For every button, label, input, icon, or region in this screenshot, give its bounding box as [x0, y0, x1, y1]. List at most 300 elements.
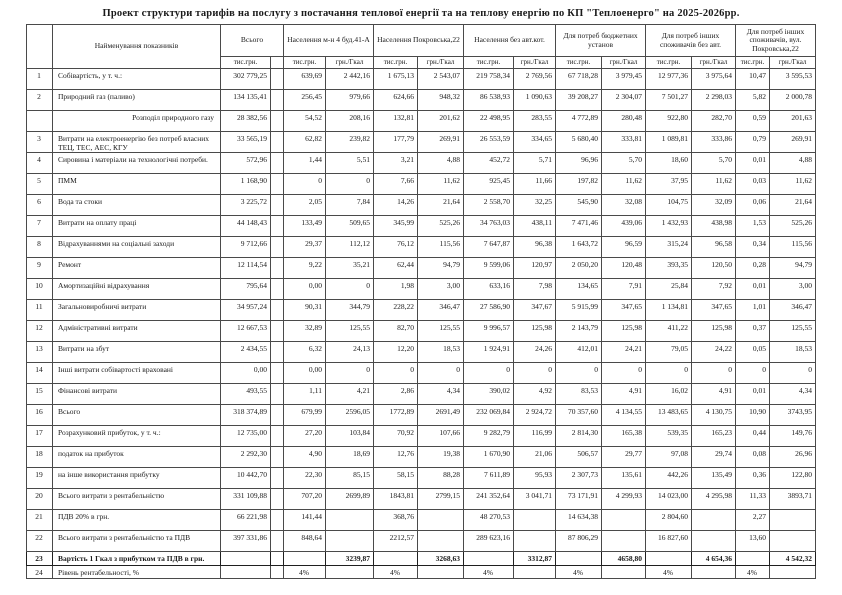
value-cell: 4,88	[770, 153, 816, 174]
value-cell: 165,38	[602, 426, 646, 447]
value-cell	[271, 111, 284, 132]
value-cell: 948,32	[418, 90, 464, 111]
value-cell: 509,65	[326, 216, 374, 237]
value-cell: 11,62	[602, 174, 646, 195]
table-row	[27, 258, 816, 279]
value-cell: 135,49	[692, 468, 736, 489]
value-cell: 120,50	[692, 258, 736, 279]
value-cell	[271, 216, 284, 237]
unit-header: тис.грн.	[221, 57, 271, 69]
table-row	[27, 426, 816, 447]
unit-header: тис.грн.	[736, 57, 770, 69]
value-cell	[374, 552, 418, 566]
value-cell: 0,08	[736, 447, 770, 468]
row-label: Собівартість, у т. ч.:	[53, 69, 221, 90]
value-cell: 103,84	[326, 426, 374, 447]
value-cell: 120,97	[514, 258, 556, 279]
value-cell: 0	[514, 363, 556, 384]
value-cell: 0,01	[736, 279, 770, 300]
value-cell: 344,79	[326, 300, 374, 321]
value-cell: 2 143,79	[556, 321, 602, 342]
value-cell	[284, 552, 326, 566]
col-header-group-6: Для потреб інших споживачів, вул. Покровська,22	[736, 25, 816, 57]
value-cell: 289 623,16	[464, 531, 514, 552]
value-cell: 85,15	[326, 468, 374, 489]
value-cell: 2 307,73	[556, 468, 602, 489]
value-cell	[271, 132, 284, 153]
value-cell: 24,21	[602, 342, 646, 363]
row-number: 23	[27, 552, 53, 566]
value-cell: 0,03	[736, 174, 770, 195]
value-cell: 141,44	[284, 510, 326, 531]
row-label: Адміністративні витрати	[53, 321, 221, 342]
value-cell: 2 543,07	[418, 69, 464, 90]
table-row	[27, 489, 816, 510]
value-cell: 14 634,38	[556, 510, 602, 531]
value-cell: 70 357,60	[556, 405, 602, 426]
value-cell	[271, 300, 284, 321]
value-cell: 133,49	[284, 216, 326, 237]
row-number: 24	[27, 566, 53, 579]
row-number: 10	[27, 279, 53, 300]
value-cell: 525,26	[418, 216, 464, 237]
value-cell	[418, 566, 464, 579]
value-cell: 3312,87	[514, 552, 556, 566]
value-cell: 18,60	[646, 153, 692, 174]
value-cell: 0,05	[736, 342, 770, 363]
value-cell: 1,44	[284, 153, 326, 174]
tariff-table	[26, 24, 816, 579]
value-cell: 94,79	[418, 258, 464, 279]
row-label: податок на прибуток	[53, 447, 221, 468]
value-cell: 5 915,99	[556, 300, 602, 321]
value-cell: 97,08	[646, 447, 692, 468]
value-cell: 18,69	[326, 447, 374, 468]
value-cell: 5,51	[326, 153, 374, 174]
value-cell	[770, 566, 816, 579]
value-cell: 707,20	[284, 489, 326, 510]
value-cell: 70,92	[374, 426, 418, 447]
row-number: 19	[27, 468, 53, 489]
row-number: 13	[27, 342, 53, 363]
value-cell: 4,21	[326, 384, 374, 405]
value-cell	[221, 566, 271, 579]
value-cell	[602, 510, 646, 531]
value-cell: 979,66	[326, 90, 374, 111]
value-cell: 5,70	[692, 153, 736, 174]
value-cell: 13,60	[736, 531, 770, 552]
value-cell: 239,82	[326, 132, 374, 153]
value-cell: 39 208,27	[556, 90, 602, 111]
row-label: ПДВ 20% в грн.	[53, 510, 221, 531]
row-number: 16	[27, 405, 53, 426]
unit-header: грн./Гкал	[326, 57, 374, 69]
value-cell: 2 769,56	[514, 69, 556, 90]
value-cell: 96,59	[602, 237, 646, 258]
value-cell: 14 023,00	[646, 489, 692, 510]
value-cell: 633,16	[464, 279, 514, 300]
value-cell: 3,21	[374, 153, 418, 174]
value-cell: 4%	[736, 566, 770, 579]
row-label: Всього витрати з рентабельністю	[53, 489, 221, 510]
value-cell: 62,82	[284, 132, 326, 153]
value-cell: 34 957,24	[221, 300, 271, 321]
value-cell	[770, 510, 816, 531]
value-cell: 4%	[646, 566, 692, 579]
value-cell	[418, 531, 464, 552]
value-cell: 3,00	[770, 279, 816, 300]
value-cell: 318 374,89	[221, 405, 271, 426]
value-cell: 4,91	[602, 384, 646, 405]
value-cell: 1 090,63	[514, 90, 556, 111]
value-cell: 269,91	[770, 132, 816, 153]
table-row	[27, 69, 816, 90]
value-cell: 79,05	[646, 342, 692, 363]
value-cell: 0,37	[736, 321, 770, 342]
unit-header: грн./Гкал	[514, 57, 556, 69]
value-cell: 1 089,81	[646, 132, 692, 153]
value-cell	[271, 489, 284, 510]
value-cell	[271, 90, 284, 111]
unit-header: грн./Гкал	[418, 57, 464, 69]
value-cell: 2,05	[284, 195, 326, 216]
value-cell: 1772,89	[374, 405, 418, 426]
value-cell: 134 135,41	[221, 90, 271, 111]
row-number: 3	[27, 132, 53, 153]
value-cell: 34 763,03	[464, 216, 514, 237]
value-cell: 0,59	[736, 111, 770, 132]
value-cell: 7 611,89	[464, 468, 514, 489]
unit-header: тис.грн.	[646, 57, 692, 69]
value-cell: 208,16	[326, 111, 374, 132]
value-cell: 345,99	[374, 216, 418, 237]
value-cell: 120,48	[602, 258, 646, 279]
value-cell: 2 292,30	[221, 447, 271, 468]
row-label: Витрати на електроенергію без потреб власних ТЕЦ, ТЕС, АЕС, КГУ	[53, 132, 221, 153]
value-cell: 4,91	[692, 384, 736, 405]
value-cell: 73 171,91	[556, 489, 602, 510]
value-cell: 122,80	[770, 468, 816, 489]
value-cell: 0,00	[221, 363, 271, 384]
value-cell: 107,66	[418, 426, 464, 447]
value-cell: 87 806,29	[556, 531, 602, 552]
value-cell: 2 298,03	[692, 90, 736, 111]
value-cell	[271, 237, 284, 258]
value-cell: 104,75	[646, 195, 692, 216]
value-cell: 12,76	[374, 447, 418, 468]
value-cell: 18,53	[770, 342, 816, 363]
row-number: 21	[27, 510, 53, 531]
unit-header: грн./Гкал	[602, 57, 646, 69]
value-cell	[602, 566, 646, 579]
value-cell: 925,45	[464, 174, 514, 195]
value-cell	[692, 531, 736, 552]
value-cell: 0	[556, 363, 602, 384]
table-row	[27, 195, 816, 216]
value-cell: 26 553,59	[464, 132, 514, 153]
value-cell: 346,47	[770, 300, 816, 321]
value-cell: 7,91	[602, 279, 646, 300]
value-cell: 0	[418, 363, 464, 384]
table-row	[27, 405, 816, 426]
value-cell: 7 501,27	[646, 90, 692, 111]
value-cell: 0	[646, 363, 692, 384]
value-cell: 12 977,36	[646, 69, 692, 90]
row-number: 5	[27, 174, 53, 195]
value-cell	[556, 552, 602, 566]
row-label: Всього витрати з рентабельністю та ПДВ	[53, 531, 221, 552]
table-row	[27, 342, 816, 363]
unit-header: грн./Гкал	[692, 57, 736, 69]
value-cell: 3 225,72	[221, 195, 271, 216]
value-cell: 29,77	[602, 447, 646, 468]
row-label: Сировина і матеріали на технологічні потреби.	[53, 153, 221, 174]
value-cell: 125,98	[692, 321, 736, 342]
value-cell: 0,34	[736, 237, 770, 258]
value-cell	[271, 321, 284, 342]
value-cell: 1 432,93	[646, 216, 692, 237]
value-cell: 0	[770, 363, 816, 384]
value-cell: 125,98	[602, 321, 646, 342]
value-cell: 12 735,00	[221, 426, 271, 447]
value-cell: 66 221,98	[221, 510, 271, 531]
value-cell: 493,55	[221, 384, 271, 405]
value-cell: 62,44	[374, 258, 418, 279]
table-row	[27, 216, 816, 237]
value-cell: 11,62	[418, 174, 464, 195]
col-header-group-1: Населення м-н 4 буд.41-А	[284, 25, 374, 57]
value-cell: 4%	[374, 566, 418, 579]
row-number: 11	[27, 300, 53, 321]
value-cell: 0	[736, 363, 770, 384]
value-cell: 390,02	[464, 384, 514, 405]
value-cell: 125,55	[326, 321, 374, 342]
value-cell: 2,27	[736, 510, 770, 531]
value-cell	[770, 531, 816, 552]
value-cell	[692, 510, 736, 531]
value-cell	[271, 531, 284, 552]
value-cell: 32,09	[692, 195, 736, 216]
value-cell: 37,95	[646, 174, 692, 195]
value-cell: 2691,49	[418, 405, 464, 426]
value-cell: 0	[374, 363, 418, 384]
value-cell: 411,22	[646, 321, 692, 342]
value-cell: 35,21	[326, 258, 374, 279]
value-cell: 452,72	[464, 153, 514, 174]
value-cell	[326, 531, 374, 552]
value-cell: 0,06	[736, 195, 770, 216]
unit-header: грн./Гкал	[770, 57, 816, 69]
value-cell: 1 670,90	[464, 447, 514, 468]
value-cell	[271, 258, 284, 279]
value-cell: 442,26	[646, 468, 692, 489]
value-cell: 21,06	[514, 447, 556, 468]
value-cell: 2 434,55	[221, 342, 271, 363]
value-cell: 12 114,54	[221, 258, 271, 279]
value-cell: 27,20	[284, 426, 326, 447]
value-cell: 28 382,56	[221, 111, 271, 132]
header-row-groups	[27, 25, 816, 57]
value-cell	[418, 510, 464, 531]
value-cell: 333,86	[692, 132, 736, 153]
value-cell: 7,98	[514, 279, 556, 300]
value-cell: 346,47	[418, 300, 464, 321]
value-cell: 1 643,72	[556, 237, 602, 258]
value-cell: 438,98	[692, 216, 736, 237]
unit-header: тис.грн.	[284, 57, 326, 69]
row-number: 14	[27, 363, 53, 384]
value-cell: 0	[692, 363, 736, 384]
value-cell: 412,01	[556, 342, 602, 363]
col-header-group-5: Для потреб інших споживачів без авт.	[646, 25, 736, 57]
value-cell: 4,34	[418, 384, 464, 405]
value-cell: 3,00	[418, 279, 464, 300]
value-cell: 333,81	[602, 132, 646, 153]
value-cell: 125,55	[418, 321, 464, 342]
value-cell	[271, 153, 284, 174]
value-cell	[464, 552, 514, 566]
table-row	[27, 447, 816, 468]
value-cell: 25,84	[646, 279, 692, 300]
value-cell: 76,12	[374, 237, 418, 258]
value-cell: 7 647,87	[464, 237, 514, 258]
row-label: Амортизаційні відрахування	[53, 279, 221, 300]
value-cell: 2 000,78	[770, 90, 816, 111]
value-cell: 347,65	[692, 300, 736, 321]
value-cell: 0	[326, 363, 374, 384]
table-row	[27, 111, 816, 132]
row-number	[27, 111, 53, 132]
value-cell: 1 675,13	[374, 69, 418, 90]
value-cell: 11,33	[736, 489, 770, 510]
row-label: Рівень рентабельності, %	[53, 566, 221, 579]
value-cell: 9 712,66	[221, 237, 271, 258]
row-label: Вода та стоки	[53, 195, 221, 216]
value-cell: 1843,81	[374, 489, 418, 510]
value-cell: 315,24	[646, 237, 692, 258]
value-cell: 439,06	[602, 216, 646, 237]
row-label: Ремонт	[53, 258, 221, 279]
value-cell	[271, 384, 284, 405]
row-number: 2	[27, 90, 53, 111]
value-cell: 54,52	[284, 111, 326, 132]
value-cell: 21,64	[418, 195, 464, 216]
value-cell: 4 130,75	[692, 405, 736, 426]
value-cell: 32,25	[514, 195, 556, 216]
value-cell: 32,89	[284, 321, 326, 342]
value-cell: 280,48	[602, 111, 646, 132]
table-row	[27, 468, 816, 489]
unit-header: тис.грн.	[374, 57, 418, 69]
value-cell	[271, 405, 284, 426]
value-cell: 0,79	[736, 132, 770, 153]
value-cell: 331 109,88	[221, 489, 271, 510]
row-number: 6	[27, 195, 53, 216]
value-cell: 33 565,19	[221, 132, 271, 153]
table-row	[27, 566, 816, 579]
col-header-group-2: Населення Покровська,22	[374, 25, 464, 57]
row-label: Інші витрати собівартості враховані	[53, 363, 221, 384]
value-cell: 22 498,95	[464, 111, 514, 132]
value-cell: 1,98	[374, 279, 418, 300]
value-cell: 1,11	[284, 384, 326, 405]
row-number: 1	[27, 69, 53, 90]
row-number: 18	[27, 447, 53, 468]
table-row	[27, 552, 816, 566]
row-number: 15	[27, 384, 53, 405]
value-cell: 135,61	[602, 468, 646, 489]
table-row	[27, 132, 816, 153]
value-cell: 58,15	[374, 468, 418, 489]
col-header-name: Найменування показників	[53, 25, 221, 69]
value-cell: 1 134,81	[646, 300, 692, 321]
value-cell: 0,28	[736, 258, 770, 279]
value-cell: 347,65	[602, 300, 646, 321]
row-number: 9	[27, 258, 53, 279]
value-cell: 10,90	[736, 405, 770, 426]
value-cell: 24,26	[514, 342, 556, 363]
value-cell: 2 558,70	[464, 195, 514, 216]
row-label: Природний газ (паливо)	[53, 90, 221, 111]
value-cell: 16 827,60	[646, 531, 692, 552]
value-cell: 795,64	[221, 279, 271, 300]
value-cell: 5 680,40	[556, 132, 602, 153]
value-cell: 27 586,90	[464, 300, 514, 321]
value-cell	[271, 552, 284, 566]
value-cell: 14,26	[374, 195, 418, 216]
value-cell: 2 442,16	[326, 69, 374, 90]
value-cell: 6,32	[284, 342, 326, 363]
col-header-group-4: Для потреб бюджетних установ	[556, 25, 646, 57]
table-row	[27, 300, 816, 321]
value-cell: 1 168,90	[221, 174, 271, 195]
value-cell: 21,64	[770, 195, 816, 216]
value-cell: 3743,95	[770, 405, 816, 426]
value-cell: 5,82	[736, 90, 770, 111]
value-cell	[326, 566, 374, 579]
unit-header: тис.грн.	[464, 57, 514, 69]
value-cell: 334,65	[514, 132, 556, 153]
value-cell: 96,96	[556, 153, 602, 174]
value-cell	[514, 531, 556, 552]
row-label: Фінансові витрати	[53, 384, 221, 405]
value-cell: 0,44	[736, 426, 770, 447]
value-cell: 11,62	[770, 174, 816, 195]
value-cell: 0	[464, 363, 514, 384]
value-cell: 232 069,84	[464, 405, 514, 426]
table-row	[27, 384, 816, 405]
table-row	[27, 90, 816, 111]
row-label: Всього	[53, 405, 221, 426]
value-cell: 32,08	[602, 195, 646, 216]
row-label: Вартість 1 Гкал з прибутком та ПДВ в грн.	[53, 552, 221, 566]
row-label: Розрахунковий прибуток, у т. ч.:	[53, 426, 221, 447]
value-cell: 86 538,93	[464, 90, 514, 111]
row-number: 8	[27, 237, 53, 258]
value-cell: 4%	[284, 566, 326, 579]
value-cell	[271, 279, 284, 300]
value-cell	[271, 174, 284, 195]
value-cell: 95,93	[514, 468, 556, 489]
value-cell: 125,55	[770, 321, 816, 342]
value-cell: 3 595,53	[770, 69, 816, 90]
value-cell: 4,92	[514, 384, 556, 405]
value-cell	[221, 552, 271, 566]
row-number: 7	[27, 216, 53, 237]
value-cell: 0,01	[736, 153, 770, 174]
value-cell: 11,62	[692, 174, 736, 195]
value-cell: 29,37	[284, 237, 326, 258]
